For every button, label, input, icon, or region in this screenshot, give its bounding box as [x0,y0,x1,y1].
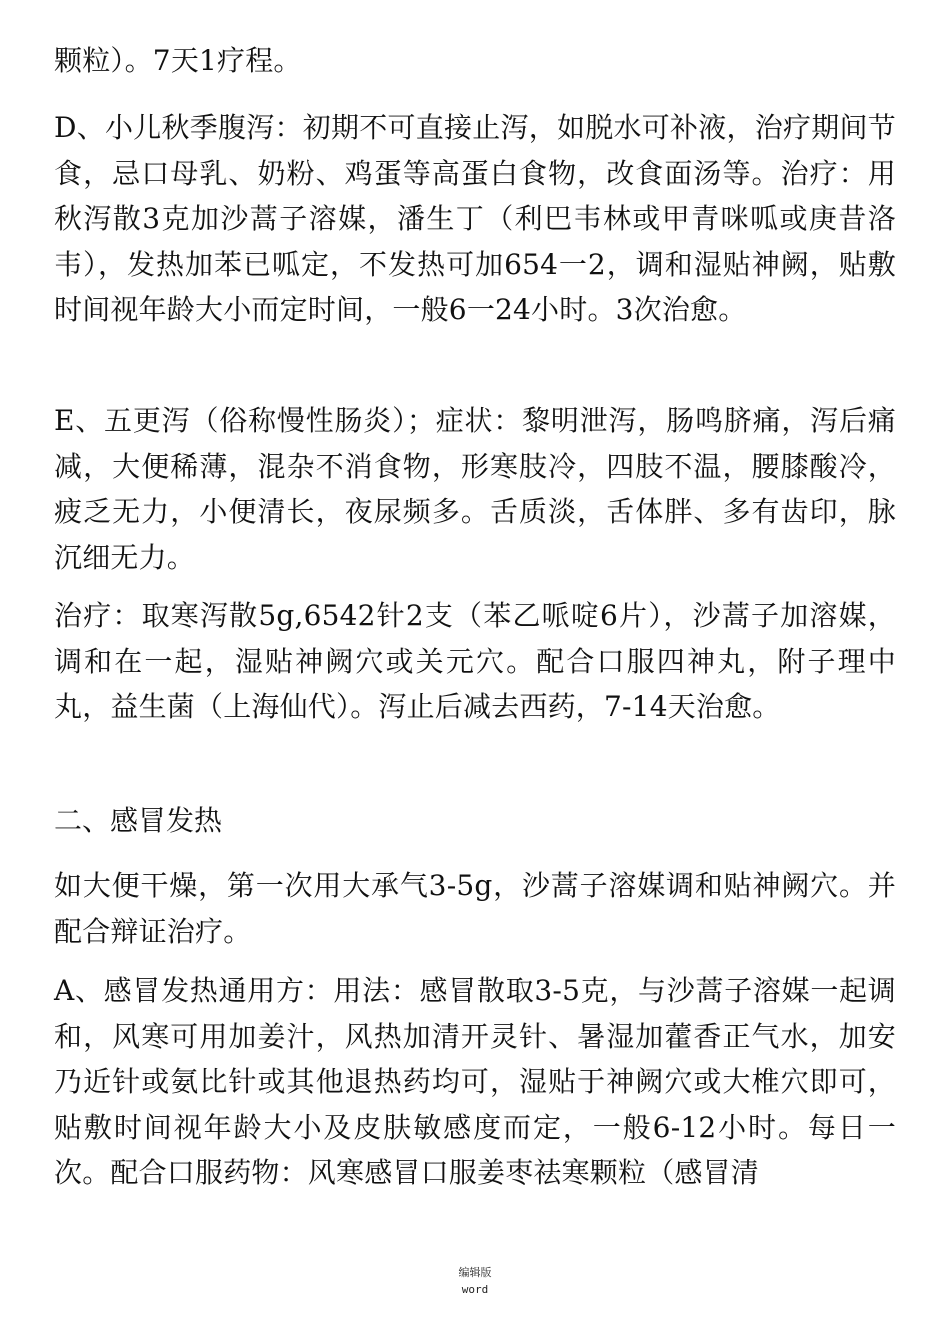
footer-word: word [461,1283,489,1296]
paragraph-constipation: 如大便干燥，第一次用大承气3-5g，沙蒿子溶媒调和贴神阙穴。并配合辩证治疗。 [54,869,896,948]
paragraph-course-end: 颗粒）。7天1疗程。 [54,44,302,77]
footer-label: 编辑版 [458,1266,492,1279]
paragraph-dawn-diarrhea-treatment: 治疗：取寒泻散5g,6542针2支（苯乙哌啶6片），沙蒿子加溶媒，调和在一起，湿贴神阙穴或关元穴。配合口服四神丸，附子理中丸，益生菌（上海仙代）。泻止后减去西药，7-14天治愈。 [54,599,896,723]
paragraph-cold-fever-general: A、感冒发热通用方：用法：感冒散取3-5克，与沙蒿子溶媒一起调和，风寒可用加姜汁，风热加清开灵针、暑湿加藿香正气水，加安乃近针或氨比针或其他退热药均可，湿贴于神阙穴或大椎穴即可，贴敷时间视年龄大小及皮肤敏感度而定，一般6-12小时。每日一次。配合口服药物：风寒感冒口服姜枣祛寒颗粒（感冒清 [54,974,896,1189]
paragraph-autumn-diarrhea: D、小儿秋季腹泻：初期不可直接止泻，如脱水可补液，治疗期间节食，忌口母乳、奶粉、鸡蛋等高蛋白食物，改食面汤等。治疗：用秋泻散3克加沙蒿子溶媒，潘生丁（利巴韦林或甲青咪呱或庚昔洛韦），发热加苯已呱定，不发热可加654一2，调和湿贴神阙，贴敷时间视年龄大小而定时间，一般6一24小时。3次治愈。 [54,111,896,326]
paragraph-dawn-diarrhea: E、五更泻（俗称慢性肠炎）；症状：黎明泄泻，肠鸣脐痛，泻后痛减，大便稀薄，混杂不消食物，形寒肢冷，四肢不温，腰膝酸冷，疲乏无力，小便清长，夜尿频多。舌质淡，舌体胖、多有齿印，脉沉细无力。 [54,404,896,574]
section-heading-cold-fever: 二、感冒发热 [54,804,223,837]
